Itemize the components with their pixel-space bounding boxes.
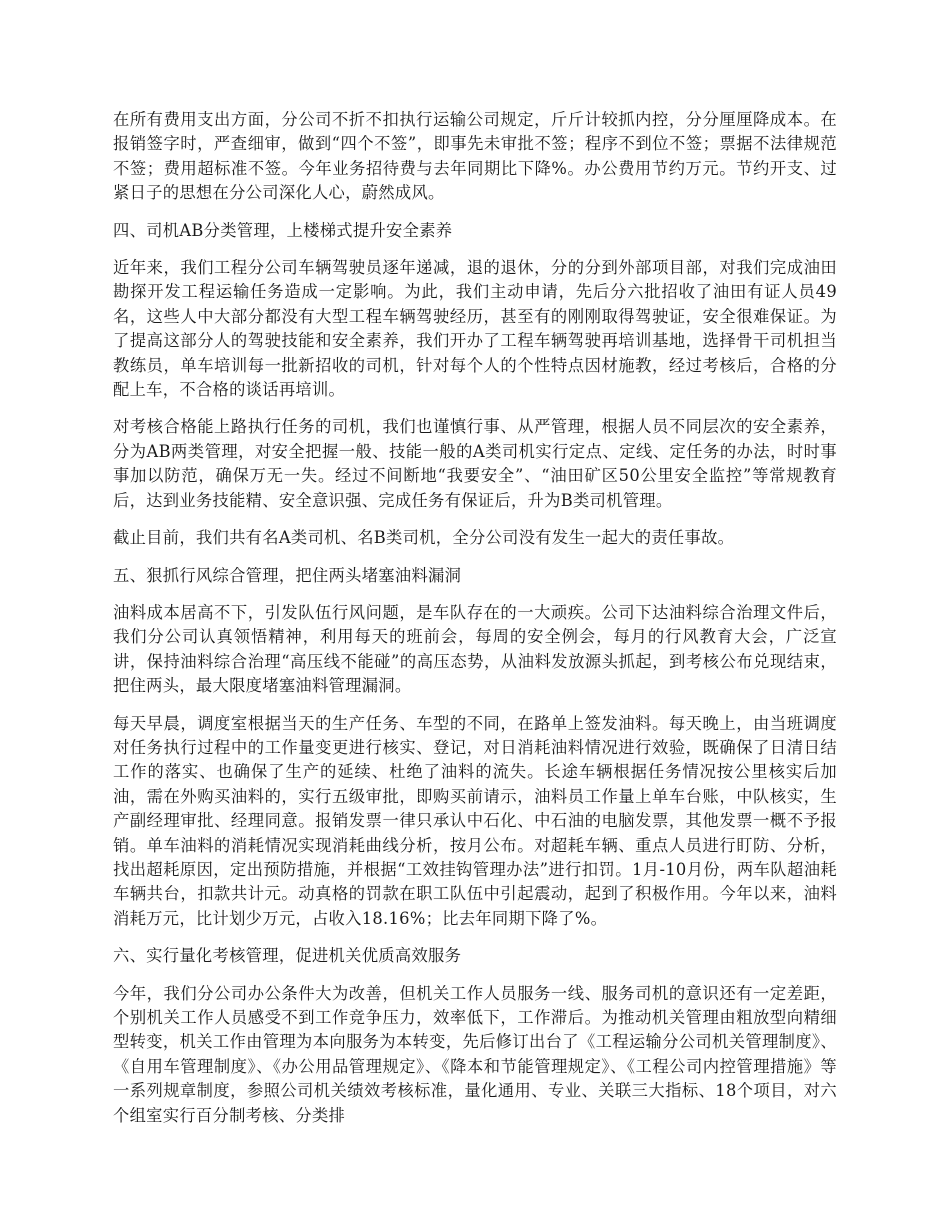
paragraph-fuel-governance: 油料成本居高不下，引发队伍行风问题，是车队存在的一大顽疾。公司下达油料综合治理文件后，我们分公司认真领悟精神，利用每天的班前会，每周的安全例会，每月的行风教育大会，广泛宣讲，保持油料综合治理“高压线不能碰”的高压态势，从油料发放源头抓起，到考核公布兑现结束，把住两头，最大限度堵塞油料管理漏洞。 (113, 602, 837, 696)
paragraph-driver-training: 近年来，我们工程分公司车辆驾驶员逐年递减，退的退休，分的分到外部项目部，对我们完成油田勘探开发工程运输任务造成一定影响。为此，我们主动申请，先后分六批招收了油田有证人员49名，这些人中大部分都没有大型工程车辆驾驶经历，甚至有的刚刚取得驾驶证，安全很难保证。为了提高这部分人的驾驶技能和安全素养，我们开办了工程车辆驾驶再培训基地，选择骨干司机担当教练员，单车培训每一批新招收的司机，针对每个人的个性特点因材施教，经过考核后，合格的分配上车，不合格的谈话再培训。 (113, 258, 837, 400)
paragraph-ab-classification: 对考核合格能上路执行任务的司机，我们也谨慎行事、从严管理，根据人员不同层次的安全素养，分为AB两类管理，对安全把握一般、技能一般的A类司机实行定点、定线、定任务的办法，时时事事加以防范，确保万无一失。经过不间断地“我要安全”、“油田矿区50公里安全监控”等常规教育后，达到业务技能精、安全意识强、完成任务有保证后，升为B类司机管理。 (113, 417, 837, 510)
section-heading-5: 五、狠抓行风综合管理，把住两头堵塞油料漏洞 (113, 565, 462, 585)
paragraph-expense-control: 在所有费用支出方面，分公司不折不扣执行运输公司规定，斤斤计较抓内控，分分厘厘降成本。在报销签字时，严查细审，做到“四个不签”，即事先未审批不签；程序不到位不签；票据不法律规范不签；费用超标准不签。今年业务招待费与去年同期比下降%。办公费用节约万元。节约开支、过紧日子的思想在分公司深化人心，蔚然成风。 (113, 110, 837, 203)
section-heading-4: 四、司机AB分类管理，上楼梯式提升安全素养 (113, 220, 453, 240)
paragraph-office-assessment: 今年，我们分公司办公条件大为改善，但机关工作人员服务一线、服务司机的意识还有一定差距，个别机关工作人员感受不到工作竞争压力，效率低下，工作滞后。为推动机关管理由粗放型向精细型转变，机关工作由管理为本向服务为本转变，先后修订出台了《工程运输分公司机关管理制度》、《自用车管理制度》、《办公用品管理规定》、《降本和节能管理规定》、《工程公司内控管理措施》等一系列规章制度，参照公司机关绩效考核标准，量化通用、专业、关联三大指标、18个项目，对六个组室实行百分制考核、分类排 (113, 983, 837, 1125)
paragraph-fuel-process: 每天早晨，调度室根据当天的生产任务、车型的不同，在路单上签发油料。每天晚上，由当班调度对任务执行过程中的工作量变更进行核实、登记，对日消耗油料情况进行效验，既确保了日清日结工作的落实、也确保了生产的延续、杜绝了油料的流失。长途车辆根据任务情况按公里核实后加油，需在外购买油料的，实行五级审批，即购买前请示，油料员工作量上单车台账，中队核实，生产副经理审批、经理同意。报销发票一律只承认中石化、中石油的电脑发票，其他发票一概不予报销。单车油料的消耗情况实现消耗曲线分析，按月公布。对超耗车辆、重点人员进行盯防、分析，找出超耗原因，定出预防措施，并根据“工效挂钩管理办法”进行扣罚。1月-10月份，两车队超油耗车辆共台，扣款共计元。动真格的罚款在职工队伍中引起震动，起到了积极作用。今年以来，油料消耗万元，比计划少万元，占收入18.16%；比去年同期下降了%。 (113, 713, 837, 928)
paragraph-driver-count: 截止目前，我们共有名A类司机、名B类司机，全分公司没有发生一起大的责任事故。 (113, 528, 735, 548)
section-heading-6: 六、实行量化考核管理，促进机关优质高效服务 (113, 946, 462, 966)
document-page (113, 108, 837, 1141)
